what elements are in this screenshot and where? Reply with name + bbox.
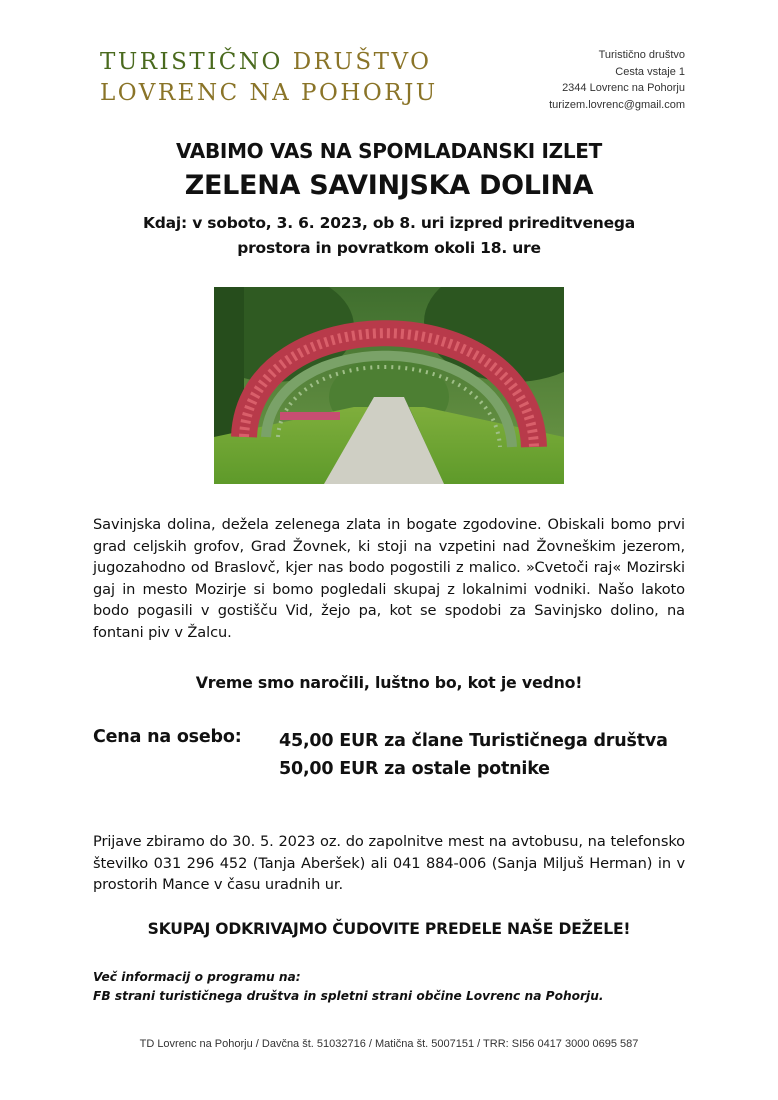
logo-line-1: [100, 47, 438, 78]
more-info: [93, 968, 604, 1006]
price-others: 50,00 EUR za ostale potnike: [279, 759, 550, 779]
slogan: SKUPAJ ODKRIVAJMO ČUDOVITE PREDELE NAŠE DEŽELE!: [147, 920, 631, 938]
price-list: [279, 727, 685, 783]
price-members: 45,00 EUR za člane Turističnega društva: [279, 731, 668, 751]
trip-title: ZELENA SAVINJSKA DOLINA: [184, 170, 594, 201]
more-info-line-1: Več informacij o programu na:: [93, 970, 301, 984]
address-email[interactable]: turizem.lovrenc@gmail.com: [549, 98, 685, 111]
price-label: Cena na osebo:: [93, 727, 242, 747]
flower-arch-photo: [214, 287, 564, 484]
address-street: Cesta vstaje 1: [615, 65, 685, 78]
logo: [100, 47, 438, 109]
more-info-line-2: FB strani turističnega društva in spletni strani občine Lovrenc na Pohorju.: [93, 989, 604, 1003]
trip-description: Savinjska dolina, dežela zelenega zlata in bogate zgodovine. Obiskali bomo prvi grad celjskih grofov, Grad Žovnek, ki stoji na vzpetini nad Žovneškim jezerom, jugozahodno od Braslovč, kjer nas bodo pogostili z malico. »Cvetoči raj« Mozirski gaj in mesto Mozirje si bomo pogledali skupaj z lokalnimi vodniki. Našo lakoto bodo pogasili v gostišču Vid, žejo pa, kot se spodobi za Savinjsko dolino, na fontani piv v Žalcu.: [93, 516, 685, 641]
footer-company-info: TD Lovrenc na Pohorju / Davčna št. 51032716 / Matična št. 5007151 / TRR: SI56 0417 3000 0695 587: [139, 1038, 639, 1050]
trip-when-line-1: Kdaj: v soboto, 3. 6. 2023, ob 8. uri izpred prireditvenega: [142, 214, 636, 232]
address-city: 2344 Lovrenc na Pohorju: [562, 82, 685, 94]
address-block: [549, 47, 685, 113]
trip-when-line-2: prostora in povratkom okoli 18. ure: [237, 239, 541, 257]
address-org: Turistično društvo: [598, 49, 685, 61]
invite-heading: VABIMO VAS NA SPOMLADANSKI IZLET: [175, 139, 602, 163]
logo-line-2: LOVRENC NA POHORJU: [100, 80, 438, 106]
logo-word-turisticno: TURISTIČNO: [100, 49, 283, 75]
trip-when: [0, 211, 778, 261]
weather-note: Vreme smo naročili, luštno bo, kot je vedno!: [195, 673, 583, 692]
logo-word-drustvo: DRUŠTVO: [292, 49, 432, 75]
applications-info: Prijave zbiramo do 30. 5. 2023 oz. do zapolnitve mest na avtobusu, na telefonsko številko 031 296 452 (Tanja Aberšek) ali 041 884-006 (Sanja Miljuš Herman) in v prostorih Mance v času uradnih ur.: [93, 833, 685, 893]
